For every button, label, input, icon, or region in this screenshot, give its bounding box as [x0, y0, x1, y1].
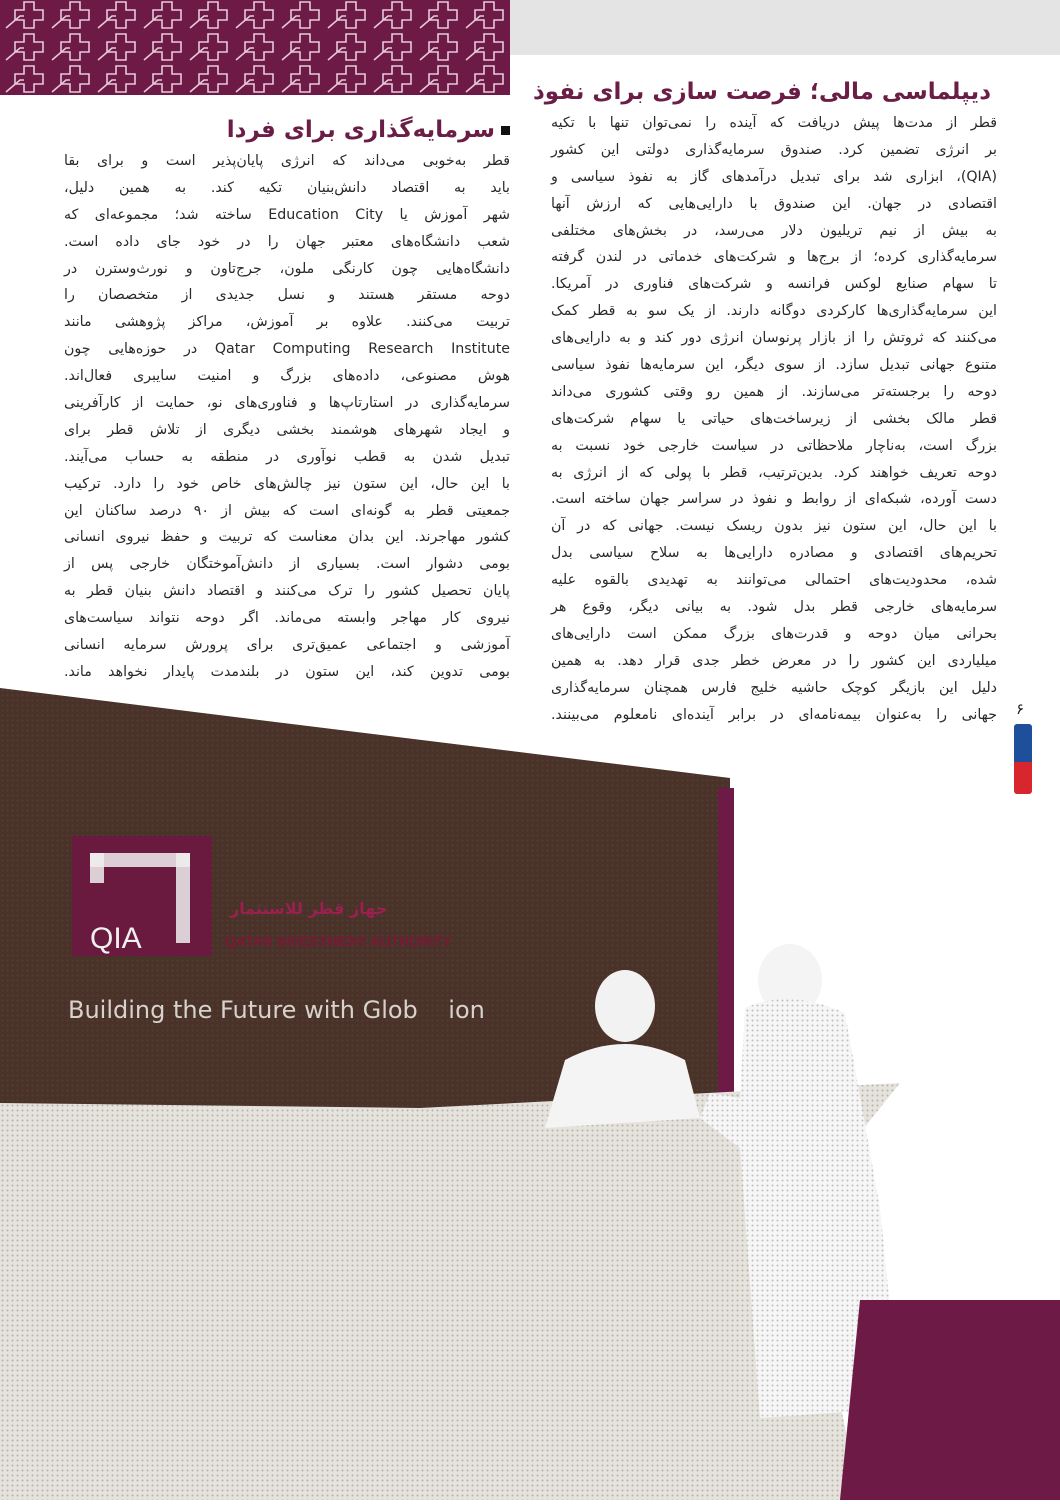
org-name-english: QATAR INVESTMENT AUTHORITY [225, 933, 452, 949]
article-title [64, 112, 510, 148]
header-gray-bar [510, 0, 1060, 55]
org-name-arabic: جهاز قطر للاستثمار [230, 899, 388, 918]
text-line: دوحه مستقر هستند و نسل جدیدی از متخصصان را [64, 287, 510, 304]
text-line: بزرگ است، به‌ناچار ملاحظاتی در سیاست خارجی خود نسبت به [551, 437, 997, 454]
text-line: (QIA)، ابزاری شد برای تبدیل درآمدهای گاز به نفوذ سیاسی و [551, 168, 997, 185]
article-body [64, 148, 510, 686]
title-text: دیپلماسی مالی؛ فرصت سازی برای نفوذ [532, 79, 991, 105]
text-line: میلیاردی این کشور را در معرض خطر جدی قرار دهد. به همین [551, 652, 997, 669]
qia-logo-text: QIA [90, 922, 142, 955]
text-line: جمعیتی قطر به گونه‌ای است که بیش از ۹۰ درصد ساکنان این [64, 502, 510, 519]
text-line: Qatar Computing Research Institute در حوزه‌هایی چون [64, 341, 510, 358]
text-line: باید به اقتصاد دانش‌بنیان تکیه کند. به همین دلیل، [64, 179, 510, 196]
text-line: سرمایه‌های خارجی قطر بدل شود. به بیانی دیگر، وقوع هر [551, 599, 997, 616]
text-line: به بیش از نیم تریلیون دلار می‌رسد، در بخش‌های مختلفی [551, 222, 997, 239]
geometric-pattern [0, 0, 510, 95]
text-line: تا سهام صنایع لوکس فرانسه و شرکت‌های فناوری در آمریکا. [551, 276, 997, 293]
text-line: دلیل این بازیگر کوچک حاشیه خلیج فارس همچنان سرمایه‌گذاری [551, 679, 997, 696]
maroon-corner-shape [840, 1300, 1060, 1500]
text-line: دوحه را برجسته‌تر می‌سازند. از همین رو وقتی کشوری می‌داند [551, 383, 997, 400]
text-line: شعب دانشگاه‌های معتبر جهان را در خود جای داده است. [64, 233, 510, 250]
text-line: می‌کنند که ثروتش را از بازار پرنوسان انرژی دور کند و به دارایی‌های [551, 330, 997, 347]
text-line: بومی دشوار است. بسیاری از دانش‌آموختگان خارجی پس از [64, 556, 510, 573]
text-line: هوش مصنوعی، داده‌های بزرگ و امنیت سایبری فعال‌اند. [64, 368, 510, 385]
text-line: قطر از مدت‌ها پیش دریافت که آینده را نمی‌توان تنها با تکیه [551, 115, 997, 131]
qia-reception-photo [0, 688, 1060, 1500]
text-line: اقتصادی در جهان. این صندوق با دارایی‌هایی که ارزش آنها [551, 195, 997, 212]
text-line: تحریم‌های اقتصادی و مصادره دارایی‌ها به سلاح سیاسی بدل [551, 545, 997, 562]
text-line: قطر مالک بخشی از زیرساخت‌های حیاتی یا سهام شرکت‌های [551, 410, 997, 427]
text-line: جهانی را به‌عنوان بیمه‌نامه‌ای در برابر آینده‌ای نامعلوم می‌بینند. [551, 706, 997, 723]
text-line: سرمایه‌گذاری در استارتاپ‌ها و فناوری‌های نو، حمایت از کارآفرینی [64, 395, 510, 412]
text-line: دوحه تعریف خواهند کرد. بدین‌ترتیب، قطر با پولی که از انرژی به [551, 464, 997, 481]
text-line: قطر به‌خوبی می‌داند که انرژی پایان‌پذیر است و برای بقا [64, 153, 510, 169]
text-line: تربیت می‌کنند. علاوه بر آموزش، مراکز پژوهشی مانند [64, 314, 510, 331]
text-line: با این حال، این ستون نیز چالش‌های خاص خود را دارد. ترکیب [64, 475, 510, 492]
text-line: و ایجاد شهرهای هوشمند بخشی دیگری از تلاش قطر برای [64, 421, 510, 438]
decorative-pattern-band [0, 0, 510, 95]
text-line: دست آورده، شبکه‌ای از روابط و نفوذ در سراسر جهان ساخته است. [551, 491, 997, 508]
text-line: نیروی کار مهاجر وابسته می‌ماند. اگر دوحه نتواند سیاست‌های [64, 610, 510, 627]
text-line: متنوع جهانی تبدیل سازد. از سوی دیگر، این سرمایه‌ها نفوذ سیاسی [551, 357, 997, 374]
text-line: آموزشی و اجتماعی عمیق‌تری برای پرورش سرمایه انسانی [64, 637, 510, 654]
maroon-stripe [718, 788, 734, 1108]
text-line: پایان تحصیل کشور را ترک می‌کنند و اقتصاد دانش بنیان قطر به [64, 583, 510, 600]
text-line: با این حال، این ستون نیز بدون ریسک نیست. جهانی که در آن [551, 518, 997, 535]
text-line: بحرانی میان دوحه و قدرت‌های بزرگ ممکن است دارایی‌های [551, 625, 997, 642]
text-line: این سرمایه‌گذاری‌ها کارکردی دوگانه دارند. از یک سو به قطر کمک [551, 303, 997, 320]
text-line: دانشگاه‌هایی چون کارنگی ملون، جرج‌تاون و نورث‌وسترن در [64, 260, 510, 277]
article-financial-diplomacy [532, 74, 997, 728]
text-line: کشور مهاجرند. این بدان معناست که تربیت و حفظ نیروی انسانی [64, 529, 510, 546]
text-line: سرمایه‌گذاری کرده؛ از برج‌ها و شرکت‌های خدماتی در لندن گرفته [551, 249, 997, 266]
text-line: بر انرژی تضمین کرد. صندوق سرمایه‌گذاری دولتی این کشور [551, 141, 997, 158]
title-text: سرمایه‌گذاری برای فردا [226, 117, 495, 143]
article-title [532, 74, 997, 110]
bullet-square-icon [501, 126, 510, 135]
text-line: شده، محدودیت‌های احتمالی می‌توانند به تهدیدی بالقوه علیه [551, 572, 997, 589]
tagline: Building the Future with Glob ion [68, 996, 485, 1024]
text-line: بومی تدوین کند، این ستون در بلندمدت پایدار نخواهد ماند. [64, 663, 510, 680]
text-line: شهر آموزش یا Education City ساخته شد؛ مجموعه‌ای که [64, 206, 510, 223]
article-investment-future [64, 112, 510, 686]
page-number: ۶ [1016, 700, 1025, 718]
article-body [551, 110, 997, 728]
text-line: تبدیل شدن به قطب نوآوری در منطقه به حساب می‌آیند. [64, 448, 510, 465]
